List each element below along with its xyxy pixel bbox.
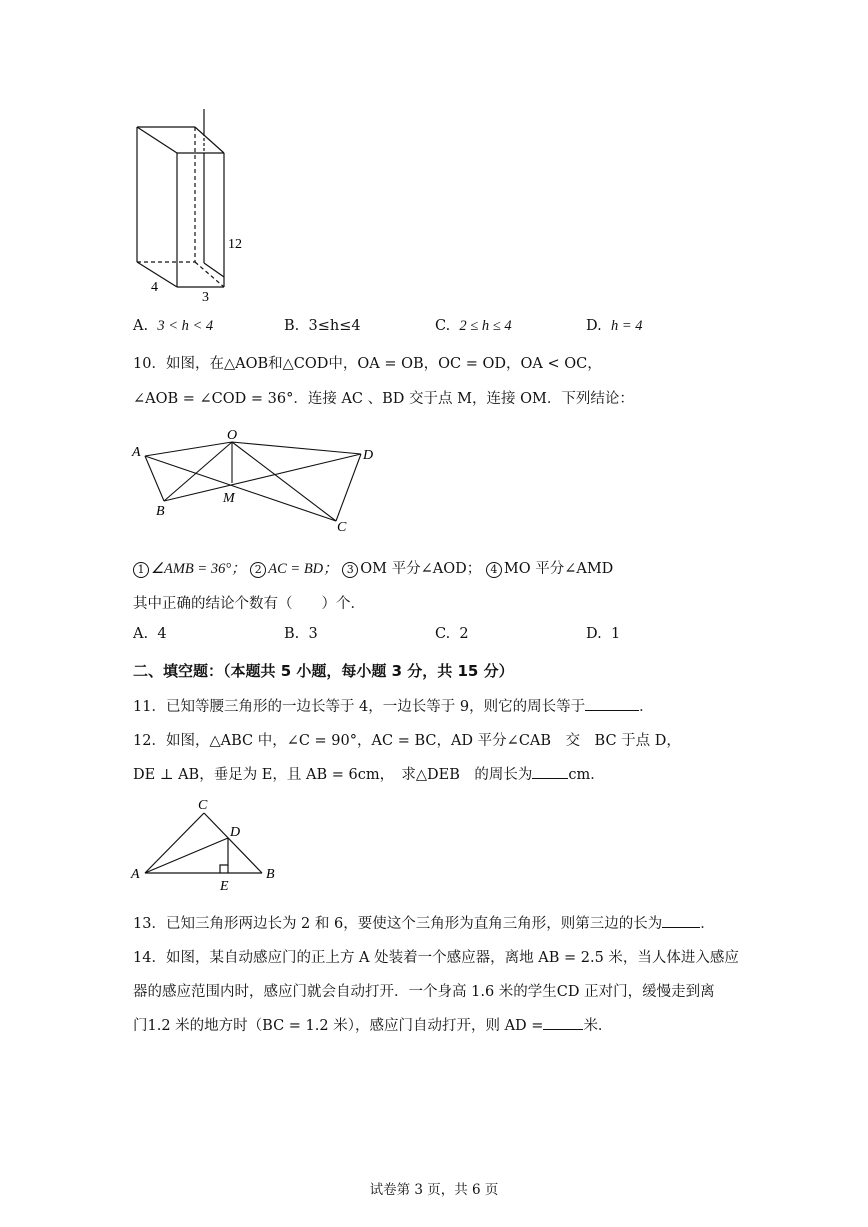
fig12-label-e: E (220, 879, 229, 894)
q12-line1: 12．如图，△ABC 中，∠C = 90°，AC = BC，AD 平分∠CAB 交 BC 于点 D， (133, 733, 681, 749)
fig10-label-o: O (227, 428, 238, 443)
q11: 11．已知等腰三角形的一边长等于 4，一边长等于 9，则它的周长等于 ． (133, 695, 654, 716)
q13-answer-blank[interactable] (662, 913, 700, 928)
dim-4: 4 (151, 280, 158, 295)
q14-answer-blank[interactable] (543, 1015, 583, 1030)
fig10-label-b: B (156, 504, 165, 519)
q9-option-a[interactable]: A. 3 < h < 4 (133, 318, 214, 334)
q10-option-b[interactable]: B. 3 (284, 626, 318, 642)
prism-figure (128, 105, 258, 305)
fig10-label-m: M (223, 491, 235, 506)
dim-12: 12 (228, 237, 242, 252)
q9-option-c[interactable]: C. 2 ≤ h ≤ 4 (435, 318, 512, 334)
q14-line3: 门1.2 米的地方时（BC = 1.2 米），感应门自动打开，则 AD = 米． (133, 1014, 612, 1035)
q14-line2: 器的感应范围内时，感应门就会自动打开．一个身高 1.6 米的学生CD 正对门，缓慢走到离 (133, 984, 715, 1000)
q10-option-c[interactable]: C. 2 (435, 626, 469, 642)
q12-line2: DE ⊥ AB，垂足为 E，且 AB = 6cm， 求△DEB 的周长为 cm． (133, 763, 605, 784)
q14-line1: 14．如图，某自动感应门的正上方 A 处装着一个感应器，离地 AB = 2.5 米，当人体进入感应 (133, 950, 739, 966)
q11-answer-blank[interactable] (585, 696, 639, 711)
fig12-label-b: B (266, 867, 275, 882)
q13: 13．已知三角形两边长为 2 和 6，要使这个三角形为直角三角形，则第三边的长为 ． (133, 912, 715, 933)
q10-question: 其中正确的结论个数有（ ）个． (133, 596, 365, 612)
q10-option-d[interactable]: D. 1 (586, 626, 621, 642)
q9-option-d[interactable]: D. h = 4 (586, 318, 643, 334)
q9-option-b[interactable]: B. 3≤h≤4 (284, 318, 361, 334)
fig12-label-a: A (131, 867, 140, 882)
q12-figure (128, 795, 288, 895)
q10-line1: 10．如图，在△AOB和△COD中，OA = OB，OC = OD，OA < OC， (133, 356, 602, 372)
q12-answer-blank[interactable] (532, 764, 568, 779)
q10-conclusions: 1 ∠AMB = 36°； 2 AC = BD； 3 OM 平分∠AOD； 4 MO 平分∠AMD (133, 557, 613, 578)
q10-option-a[interactable]: A. 4 (133, 626, 167, 642)
fig10-label-c: C (337, 520, 347, 535)
q10-figure (128, 425, 388, 537)
section-title: 二、填空题：（本题共 5 小题，每小题 3 分，共 15 分） (133, 662, 514, 680)
dim-3: 3 (202, 290, 209, 305)
fig10-label-a: A (132, 445, 141, 460)
fig12-label-d: D (230, 825, 241, 840)
fig12-label-c: C (198, 798, 208, 813)
page-footer: 试卷第 3 页，共 6 页 (369, 1182, 499, 1198)
fig10-label-d: D (363, 448, 374, 463)
q10-line2: ∠AOB = ∠COD = 36°．连接 AC 、BD 交于点 M，连接 OM．下列结论： (133, 391, 634, 407)
